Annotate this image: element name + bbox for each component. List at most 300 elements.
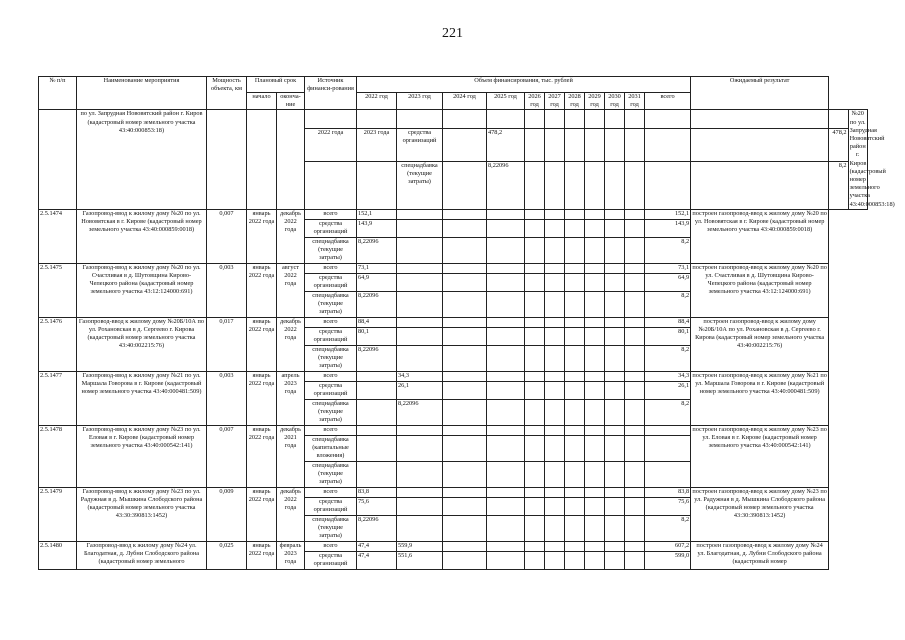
amount-cell <box>397 219 443 237</box>
amount-cell <box>605 371 625 381</box>
item-source: спецнадбавка (текущие затраты) <box>305 461 357 487</box>
item-capacity: 0,025 <box>207 541 247 569</box>
amount-cell <box>585 110 605 128</box>
total-cell <box>829 110 848 128</box>
header-year: 2023 год <box>397 93 443 110</box>
amount-cell <box>565 327 585 345</box>
item-capacity: 0,007 <box>207 209 247 263</box>
amount-cell <box>525 273 545 291</box>
amount-cell <box>585 161 605 209</box>
amount-cell <box>397 497 443 515</box>
amount-cell <box>525 327 545 345</box>
table-row <box>39 110 868 128</box>
amount-cell <box>443 345 487 371</box>
amount-cell: 8,22096 <box>397 399 443 425</box>
amount-cell <box>625 317 645 327</box>
amount-cell <box>487 110 525 128</box>
amount-cell <box>397 273 443 291</box>
item-number: 2.5.1477 <box>39 371 77 425</box>
item-start: 2022 года <box>305 128 357 161</box>
amount-cell <box>443 425 487 435</box>
amount-cell <box>443 219 487 237</box>
amount-cell <box>565 219 585 237</box>
amount-cell <box>487 263 525 273</box>
total-cell <box>645 435 691 461</box>
amount-cell <box>605 497 625 515</box>
amount-cell <box>585 435 605 461</box>
item-capacity: 0,009 <box>207 487 247 541</box>
amount-cell <box>397 237 443 263</box>
item-name: Газопровод-ввод к жилому дому №23 по ул. Еловая в г. Кирове (кадастровый номер земельного участка 43:40:000542:141) <box>77 425 207 487</box>
item-name: Газопровод-ввод к жилому дому №20Б/10А по ул. Рохановская в д. Сергеево г. Кирова (кадастровый номер земельного участка 43:40:002215:76) <box>77 317 207 371</box>
header-source: Источник финанси-рования <box>305 77 357 110</box>
amount-cell <box>545 461 565 487</box>
amount-cell <box>545 273 565 291</box>
amount-cell <box>565 371 585 381</box>
amount-cell <box>545 515 565 541</box>
amount-cell <box>443 515 487 541</box>
item-source: всего <box>305 371 357 381</box>
amount-cell <box>525 209 545 219</box>
total-cell: 80,1 <box>645 327 691 345</box>
header-capacity: Мощность объекта, км <box>207 77 247 110</box>
amount-cell <box>487 327 525 345</box>
item-end: февраль 2023 года <box>277 541 305 569</box>
amount-cell <box>525 551 545 569</box>
amount-cell: 478,2 <box>487 128 525 161</box>
item-result: построен газопровод-ввод к жилому дому №20 по ул. Счастливая в д. Шутовщина Кирово-Чепецкого района (кадастровый номер земельного участка 43:12:124000:691) <box>691 263 829 317</box>
amount-cell <box>565 551 585 569</box>
amount-cell <box>545 317 565 327</box>
amount-cell <box>625 425 645 435</box>
amount-cell <box>487 273 525 291</box>
amount-cell <box>605 399 625 425</box>
item-source: средства организаций <box>305 327 357 345</box>
total-cell: 26,1 <box>645 381 691 399</box>
item-number: 2.5.1476 <box>39 317 77 371</box>
amount-cell <box>585 487 605 497</box>
item-source: всего <box>305 541 357 551</box>
item-name: Газопровод-ввод к жилому дому №24 ул. Благодатная, д. Лубни Слободского района (кадастровый номер земельного <box>77 541 207 569</box>
amount-cell <box>545 345 565 371</box>
amount-cell <box>625 399 645 425</box>
amount-cell: 80,1 <box>357 327 397 345</box>
amount-cell <box>605 273 625 291</box>
amount-cell <box>487 209 525 219</box>
amount-cell <box>605 263 625 273</box>
item-number: 2.5.1478 <box>39 425 77 487</box>
amount-cell <box>545 291 565 317</box>
amount-cell <box>585 425 605 435</box>
amount-cell: 26,1 <box>397 381 443 399</box>
header-year: 2027 год <box>545 93 565 110</box>
total-cell: 8,2 <box>645 399 691 425</box>
amount-cell <box>565 487 585 497</box>
amount-cell <box>525 237 545 263</box>
header-result: Ожидаемый результат <box>691 77 829 110</box>
amount-cell <box>625 371 645 381</box>
amount-cell <box>545 128 565 161</box>
item-source: всего <box>305 487 357 497</box>
header-year: 2026 год <box>525 93 545 110</box>
amount-cell <box>605 551 625 569</box>
amount-cell <box>605 209 625 219</box>
item-number <box>39 110 77 209</box>
amount-cell <box>625 128 645 161</box>
amount-cell <box>605 345 625 371</box>
amount-cell <box>625 461 645 487</box>
amount-cell <box>443 273 487 291</box>
item-name: Газопровод-ввод к жилому дому №23 по ул. Радужная в д. Мышкина Слободского района (кадастровый номер земельного участка 43:30:390813:1452) <box>77 487 207 541</box>
item-source: средства организаций <box>305 497 357 515</box>
amount-cell <box>525 399 545 425</box>
item-start: январь 2022 года <box>247 487 277 541</box>
amount-cell <box>605 461 625 487</box>
item-end <box>357 161 397 209</box>
item-end <box>277 110 305 209</box>
amount-cell <box>585 371 605 381</box>
total-cell: 8,2 <box>829 161 848 209</box>
amount-cell <box>443 161 487 209</box>
item-capacity: 0,017 <box>207 317 247 371</box>
amount-cell <box>565 399 585 425</box>
total-cell: 34,3 <box>645 371 691 381</box>
amount-cell <box>585 497 605 515</box>
amount-cell <box>487 345 525 371</box>
amount-cell <box>525 371 545 381</box>
amount-cell <box>625 110 645 128</box>
item-source: спецнадбавка (текущие затраты) <box>305 237 357 263</box>
item-result: построен газопровод-ввод к жилому дому №20Б/10А по ул. Рохановская в д. Сергеево г. Кирова (кадастровый номер земельного участка 43:40:002215:76) <box>691 317 829 371</box>
amount-cell <box>525 317 545 327</box>
amount-cell: 551,6 <box>397 551 443 569</box>
amount-cell <box>525 381 545 399</box>
amount-cell <box>545 161 565 209</box>
amount-cell <box>487 435 525 461</box>
item-start: январь 2022 года <box>247 209 277 263</box>
amount-cell <box>585 209 605 219</box>
amount-cell <box>545 263 565 273</box>
amount-cell: 143,9 <box>357 219 397 237</box>
item-source: спецнадбавка (текущие затраты) <box>305 399 357 425</box>
amount-cell <box>487 371 525 381</box>
amount-cell <box>585 551 605 569</box>
amount-cell: 8,22096 <box>357 345 397 371</box>
amount-cell <box>443 110 487 128</box>
amount-cell <box>645 161 691 209</box>
amount-cell <box>357 371 397 381</box>
amount-cell <box>565 291 585 317</box>
amount-cell <box>397 327 443 345</box>
amount-cell <box>585 327 605 345</box>
amount-cell <box>443 317 487 327</box>
item-source: средства организаций <box>305 273 357 291</box>
amount-cell <box>565 237 585 263</box>
amount-cell <box>585 515 605 541</box>
amount-cell <box>585 541 605 551</box>
amount-cell <box>487 317 525 327</box>
amount-cell <box>565 381 585 399</box>
amount-cell <box>605 237 625 263</box>
header-year: 2031 год <box>625 93 645 110</box>
item-start: январь 2022 года <box>247 317 277 371</box>
amount-cell <box>585 317 605 327</box>
amount-cell <box>525 345 545 371</box>
item-end: апрель 2023 года <box>277 371 305 425</box>
item-start: январь 2022 года <box>247 425 277 487</box>
item-source: спецнадбавка (текущие затраты) <box>397 161 443 209</box>
amount-cell <box>585 128 605 161</box>
item-source: всего <box>305 425 357 435</box>
amount-cell <box>525 497 545 515</box>
item-source: средства организаций <box>305 551 357 569</box>
item-start: январь 2022 года <box>247 263 277 317</box>
amount-cell <box>525 515 545 541</box>
item-end: декабрь 2021 года <box>277 425 305 487</box>
amount-cell <box>397 345 443 371</box>
amount-cell <box>545 541 565 551</box>
amount-cell <box>625 209 645 219</box>
amount-cell <box>443 461 487 487</box>
amount-cell <box>625 435 645 461</box>
table-row <box>39 263 868 273</box>
item-result: построен газопровод-ввод к жилому дому №23 по ул. Еловая в г. Кирове (кадастровый номер земельного участка 43:40:000542:141) <box>691 425 829 487</box>
amount-cell <box>625 541 645 551</box>
total-cell: 88,4 <box>645 317 691 327</box>
amount-cell <box>545 371 565 381</box>
amount-cell <box>585 273 605 291</box>
amount-cell <box>525 161 545 209</box>
amount-cell <box>443 381 487 399</box>
amount-cell <box>625 487 645 497</box>
amount-cell <box>443 263 487 273</box>
total-cell: 75,6 <box>645 497 691 515</box>
amount-cell <box>487 487 525 497</box>
amount-cell <box>645 128 691 161</box>
item-start: январь 2022 года <box>247 371 277 425</box>
amount-cell <box>605 435 625 461</box>
item-capacity <box>207 110 247 209</box>
total-cell: 8,2 <box>645 345 691 371</box>
item-source: средства организаций <box>305 381 357 399</box>
amount-cell <box>585 399 605 425</box>
amount-cell <box>625 327 645 345</box>
table-row <box>39 317 868 327</box>
amount-cell <box>565 263 585 273</box>
amount-cell <box>545 497 565 515</box>
amount-cell <box>565 161 585 209</box>
amount-cell <box>585 291 605 317</box>
amount-cell <box>605 541 625 551</box>
item-end: 2023 года <box>357 128 397 161</box>
financing-table <box>38 76 895 570</box>
item-capacity: 0,003 <box>207 371 247 425</box>
header-num: № п/п <box>39 77 77 110</box>
amount-cell <box>625 381 645 399</box>
item-name: Газопровод-ввод к жилому дому №20 по ул. Нововятская в г. Кирове (кадастровый номер земельного участка 43:40:000859:0018) <box>77 209 207 263</box>
header-year: 2024 год <box>443 93 487 110</box>
total-cell: 8,2 <box>645 237 691 263</box>
amount-cell <box>545 381 565 399</box>
amount-cell: 8,22096 <box>487 161 525 209</box>
header-year: 2030 год <box>605 93 625 110</box>
amount-cell <box>605 381 625 399</box>
amount-cell <box>487 425 525 435</box>
amount-cell <box>397 263 443 273</box>
amount-cell <box>605 161 625 209</box>
amount-cell <box>443 487 487 497</box>
header-year: 2025 год <box>487 93 525 110</box>
total-cell <box>645 425 691 435</box>
item-source <box>397 110 443 128</box>
total-cell: 152,1 <box>645 209 691 219</box>
amount-cell: 73,1 <box>357 263 397 273</box>
item-source: спецнадбавка (текущие затраты) <box>305 515 357 541</box>
table-row <box>39 487 868 497</box>
item-name: Газопровод-ввод к жилому дому №21 по ул. Маршала Говорова в г. Кирове (кадастровый номер земельного участка 43:40:000481:509) <box>77 371 207 425</box>
header-term-start: начало <box>247 93 277 110</box>
amount-cell <box>357 381 397 399</box>
item-capacity: 0,007 <box>207 425 247 487</box>
amount-cell <box>443 371 487 381</box>
item-number: 2.5.1480 <box>39 541 77 569</box>
amount-cell <box>585 461 605 487</box>
amount-cell <box>691 128 829 161</box>
amount-cell <box>443 209 487 219</box>
amount-cell: 559,9 <box>397 541 443 551</box>
amount-cell <box>545 399 565 425</box>
amount-cell <box>397 487 443 497</box>
amount-cell <box>565 209 585 219</box>
item-source: средства организаций <box>305 219 357 237</box>
amount-cell <box>397 461 443 487</box>
amount-cell <box>525 110 545 128</box>
amount-cell <box>605 487 625 497</box>
amount-cell: 152,1 <box>357 209 397 219</box>
amount-cell <box>565 461 585 487</box>
amount-cell <box>545 487 565 497</box>
item-capacity: 0,003 <box>207 263 247 317</box>
item-source: спецнадбавка (текущие затраты) <box>305 291 357 317</box>
header-volume: Объем финансирования, тыс. рублей <box>357 77 691 93</box>
amount-cell <box>443 435 487 461</box>
item-end: декабрь 2022 года <box>277 209 305 263</box>
amount-cell <box>443 551 487 569</box>
amount-cell <box>545 327 565 345</box>
amount-cell <box>397 515 443 541</box>
amount-cell <box>691 161 829 209</box>
table-row <box>39 541 868 551</box>
amount-cell <box>525 541 545 551</box>
total-cell <box>645 461 691 487</box>
item-result: №20 по ул. Запрудная Нововятский район г. Киров (кадастровый номер земельного участка 43:40:000853:18) <box>849 110 895 208</box>
amount-cell <box>625 219 645 237</box>
total-cell: 607,2 <box>645 541 691 551</box>
amount-cell <box>605 515 625 541</box>
amount-cell <box>605 128 625 161</box>
amount-cell: 64,9 <box>357 273 397 291</box>
amount-cell: 47,4 <box>357 551 397 569</box>
amount-cell <box>525 128 545 161</box>
amount-cell <box>545 209 565 219</box>
amount-cell <box>397 209 443 219</box>
total-cell: 143,9 <box>645 219 691 237</box>
amount-cell <box>585 345 605 371</box>
amount-cell <box>487 541 525 551</box>
item-start <box>305 110 357 128</box>
total-cell: 64,9 <box>645 273 691 291</box>
amount-cell <box>525 291 545 317</box>
amount-cell <box>565 497 585 515</box>
header-name: Наименование мероприятия <box>77 77 207 110</box>
item-source: средства организаций <box>397 128 443 161</box>
amount-cell <box>565 515 585 541</box>
amount-cell <box>565 317 585 327</box>
amount-cell <box>397 425 443 435</box>
item-start <box>247 110 277 209</box>
amount-cell <box>545 435 565 461</box>
total-cell: 8,2 <box>645 515 691 541</box>
amount-cell <box>565 273 585 291</box>
amount-cell <box>357 399 397 425</box>
amount-cell <box>525 263 545 273</box>
amount-cell: 47,4 <box>357 541 397 551</box>
item-name: по ул. Запрудная Нововятский район г. Киров (кадастровый номер земельного участка 43:40:000853:18) <box>77 110 207 209</box>
amount-cell <box>625 237 645 263</box>
item-source: спецнадбавка (текущие затраты) <box>305 345 357 371</box>
amount-cell <box>625 551 645 569</box>
amount-cell <box>565 128 585 161</box>
amount-cell <box>625 345 645 371</box>
item-start <box>305 161 357 209</box>
header-term: Плановый срок <box>247 77 305 93</box>
amount-cell: 8,22096 <box>357 515 397 541</box>
amount-cell <box>545 219 565 237</box>
item-end <box>357 110 397 128</box>
item-result: построен газопровод-ввод к жилому дому №24 ул. Благодатная, д. Лубни Слободского района (кадастровый номер <box>691 541 829 569</box>
item-result: построен газопровод-ввод к жилому дому №21 по ул. Маршала Говорова в г. Кирове (кадастровый номер земельного участка 43:40:000481:509) <box>691 371 829 425</box>
item-number: 2.5.1479 <box>39 487 77 541</box>
amount-cell <box>443 128 487 161</box>
amount-cell <box>397 317 443 327</box>
amount-cell <box>585 237 605 263</box>
amount-cell <box>605 425 625 435</box>
amount-cell <box>443 399 487 425</box>
header-year: 2028 год <box>565 93 585 110</box>
amount-cell <box>443 291 487 317</box>
item-result: построен газопровод-ввод к жилому дому №23 по ул. Радужная в д. Мышкина Слободского района (кадастровый номер земельного участка 43:30:390813:1452) <box>691 487 829 541</box>
amount-cell <box>605 110 625 128</box>
amount-cell <box>357 461 397 487</box>
amount-cell <box>525 461 545 487</box>
amount-cell <box>565 541 585 551</box>
amount-cell <box>625 291 645 317</box>
item-number: 2.5.1475 <box>39 263 77 317</box>
total-cell: 83,8 <box>645 487 691 497</box>
amount-cell <box>487 515 525 541</box>
amount-cell <box>487 399 525 425</box>
item-source: всего <box>305 263 357 273</box>
amount-cell <box>691 110 829 128</box>
amount-cell: 34,3 <box>397 371 443 381</box>
amount-cell <box>487 291 525 317</box>
amount-cell <box>605 327 625 345</box>
amount-cell <box>585 263 605 273</box>
amount-cell <box>625 273 645 291</box>
item-source: всего <box>305 317 357 327</box>
total-cell: 8,2 <box>645 291 691 317</box>
amount-cell <box>605 219 625 237</box>
